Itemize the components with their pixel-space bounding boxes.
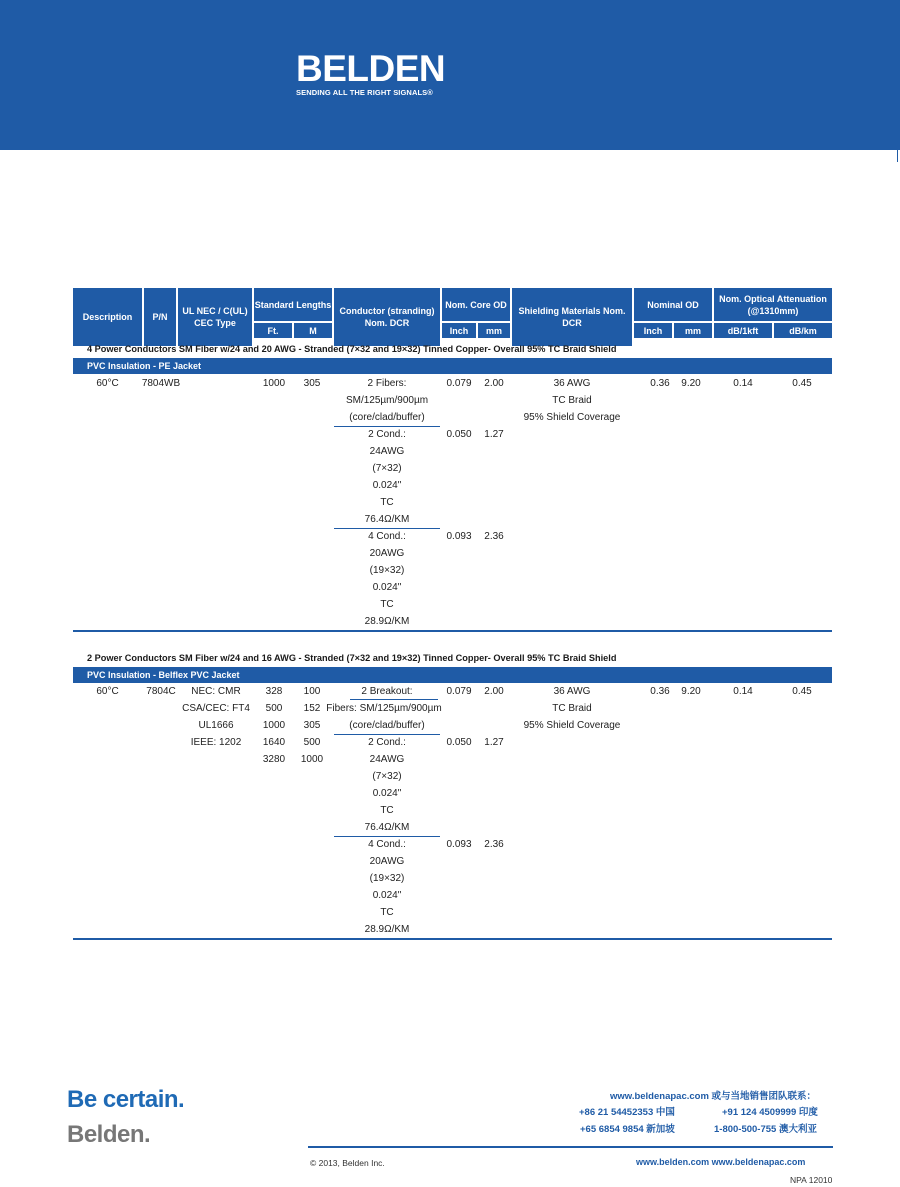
s2-cond2-inch: 0.050 — [446, 737, 472, 748]
col-db-km: dB/km — [774, 323, 832, 338]
s2-ft-4: 3280 — [262, 754, 286, 765]
col-ft: Ft. — [254, 323, 292, 338]
s1-shield-0: 36 AWG — [553, 378, 591, 389]
s1-att-km: 0.45 — [792, 378, 812, 389]
s1-shield-1: TC Braid — [552, 395, 592, 406]
s2-cond2-5: 76.4Ω/KM — [364, 822, 410, 833]
phone-india: +91 124 4509999 印度 — [722, 1107, 818, 1118]
npa-code: NPA 12010 — [790, 1175, 833, 1185]
s2-ft-0: 328 — [265, 686, 283, 697]
s1-cond4-1: 20AWG — [369, 548, 405, 559]
s1-shield-2: 95% Shield Coverage — [523, 412, 621, 423]
s1-m: 305 — [303, 378, 321, 389]
be-certain-slogan: Be certain. — [67, 1086, 185, 1113]
s1-cond2-5: 76.4Ω/KM — [364, 514, 410, 525]
s1-cond2-mm: 1.27 — [484, 429, 504, 440]
s2-shield-2: 95% Shield Coverage — [523, 720, 621, 731]
section2-bottom-rule — [73, 938, 832, 940]
s1-cond4-5: 28.9Ω/KM — [364, 616, 410, 627]
section1-bottom-rule — [73, 630, 832, 632]
s1-cond4-inch: 0.093 — [446, 531, 472, 542]
s2-fiber-2: (core/clad/buffer) — [349, 720, 425, 731]
phone-australia: 1-800-500-755 澳大利亚 — [714, 1124, 817, 1135]
section1-title: 4 Power Conductors SM Fiber w/24 and 20 AWG - Stranded (7×32 and 19×32) Tinned Copper- Overall 95% TC Braid Shield — [87, 344, 617, 354]
s2-cond4-3: 0.024" — [372, 890, 402, 901]
s1-cond2-inch: 0.050 — [446, 429, 472, 440]
corner-mark — [897, 150, 898, 162]
col-od-mm: mm — [674, 323, 712, 338]
s1-cond2-0: 2 Cond.: — [368, 429, 406, 440]
s2-shield-1: TC Braid — [552, 703, 592, 714]
col-conductor: Conductor (stranding) Nom. DCR — [334, 288, 440, 346]
s2-m-1: 152 — [303, 703, 321, 714]
s1-ft: 1000 — [262, 378, 286, 389]
s2-od-mm: 9.20 — [681, 686, 701, 697]
s1-fiber-2: (core/clad/buffer) — [349, 412, 425, 423]
s2-cond2-4: TC — [380, 805, 394, 816]
footer-rule — [308, 1146, 833, 1148]
footer-web-contact[interactable]: www.beldenapac.com 或与当地销售团队联系： — [610, 1091, 817, 1102]
s2-cond2-0: 2 Cond.: — [368, 737, 406, 748]
s2-fiber-inch: 0.079 — [446, 686, 472, 697]
s2-shield-0: 36 AWG — [553, 686, 591, 697]
s2-ft-3: 1640 — [262, 737, 286, 748]
belden-slogan: Belden. — [67, 1121, 151, 1148]
s1-cond2-2: (7×32) — [372, 463, 402, 474]
section1-subbar-label: PVC Insulation - PE Jacket — [87, 361, 202, 371]
section1-subbar — [73, 358, 832, 374]
col-od-inch: Inch — [634, 323, 672, 338]
s2-cond4-0: 4 Cond.: — [368, 839, 406, 850]
s1-cond4-0: 4 Cond.: — [368, 531, 406, 542]
section2-subbar — [73, 667, 832, 683]
s2-ul-0: NEC: CMR — [191, 686, 241, 697]
col-shielding: Shielding Materials Nom. DCR — [512, 288, 632, 346]
s2-cond2-mm: 1.27 — [484, 737, 504, 748]
section2-subbar-label: PVC Insulation - Belflex PVC Jacket — [87, 670, 240, 680]
s1-cond4-mm: 2.36 — [484, 531, 504, 542]
logo-word: BELDEN — [296, 48, 446, 89]
s1-cond4-3: 0.024" — [372, 582, 402, 593]
s1-fiber-mm: 2.00 — [484, 378, 504, 389]
s2-ft-2: 1000 — [262, 720, 286, 731]
copyright: © 2013, Belden Inc. — [310, 1158, 385, 1168]
s2-fiber-mm: 2.00 — [484, 686, 504, 697]
s2-cond4-5: 28.9Ω/KM — [364, 924, 410, 935]
s2-fiber-1: Fibers: SM/125µm/900µm — [326, 703, 442, 714]
s1-fiber-1: SM/125µm/900µm — [345, 395, 429, 406]
s1-cond4-2: (19×32) — [369, 565, 405, 576]
col-m: M — [294, 323, 332, 338]
section2-title: 2 Power Conductors SM Fiber w/24 and 16 AWG - Stranded (7×32 and 19×32) Tinned Copper- Overall 95% TC Braid Shield — [87, 653, 617, 663]
s1-fiber-inch: 0.079 — [446, 378, 472, 389]
s1-pn: 7804WB — [141, 378, 181, 389]
phone-singapore: +65 6854 9854 新加坡 — [580, 1124, 675, 1135]
s2-ft-1: 500 — [265, 703, 283, 714]
s2-m-3: 500 — [303, 737, 321, 748]
s2-cond2-1: 24AWG — [369, 754, 405, 765]
s1-od-inch: 0.36 — [650, 378, 670, 389]
col-core-od: Nom. Core OD — [442, 288, 510, 321]
phone-china: +86 21 54452353 中国 — [579, 1107, 675, 1118]
s2-pn: 7804C — [146, 686, 176, 697]
col-standard-lengths: Standard Lengths — [254, 288, 332, 321]
s1-fiber-0: 2 Fibers: — [367, 378, 407, 389]
col-core-mm: mm — [478, 323, 510, 338]
s2-cond4-4: TC — [380, 907, 394, 918]
s2-od-inch: 0.36 — [650, 686, 670, 697]
col-pn: P/N — [144, 288, 176, 346]
s1-cond2-1: 24AWG — [369, 446, 405, 457]
s2-cond4-1: 20AWG — [369, 856, 405, 867]
s2-ul-1: CSA/CEC: FT4 — [182, 703, 250, 714]
col-attenuation: Nom. Optical Attenuation (@1310mm) — [714, 288, 832, 321]
s1-description: 60°C — [96, 378, 119, 389]
col-ul-nec: UL NEC / C(UL) CEC Type — [178, 288, 252, 346]
s2-fiber-0: 2 Breakout: — [361, 686, 413, 697]
s2-cond4-2: (19×32) — [369, 873, 405, 884]
s2-m-4: 1000 — [300, 754, 324, 765]
s1-cond2-3: 0.024" — [372, 480, 402, 491]
s2-ul-2: UL1666 — [198, 720, 234, 731]
col-nominal-od: Nominal OD — [634, 288, 712, 321]
col-core-inch: Inch — [442, 323, 476, 338]
s2-att-kft: 0.14 — [733, 686, 753, 697]
s2-cond4-mm: 2.36 — [484, 839, 504, 850]
header-banner — [0, 0, 900, 150]
s2-cond2-3: 0.024" — [372, 788, 402, 799]
s2-description: 60°C — [96, 686, 119, 697]
belden-logo — [296, 50, 445, 97]
s2-m-2: 305 — [303, 720, 321, 731]
s2-ul-3: IEEE: 1202 — [190, 737, 242, 748]
logo-tagline: SENDING ALL THE RIGHT SIGNALS® — [296, 88, 433, 97]
s1-cond4-4: TC — [380, 599, 394, 610]
s1-od-mm: 9.20 — [681, 378, 701, 389]
s2-att-km: 0.45 — [792, 686, 812, 697]
col-description: Description — [73, 288, 142, 346]
s2-cond2-2: (7×32) — [372, 771, 402, 782]
s2-m-0: 100 — [303, 686, 321, 697]
s2-cond4-inch: 0.093 — [446, 839, 472, 850]
s1-cond2-4: TC — [380, 497, 394, 508]
col-db-kft: dB/1kft — [714, 323, 772, 338]
s1-att-kft: 0.14 — [733, 378, 753, 389]
footer-urls[interactable]: www.belden.com www.beldenapac.com — [636, 1157, 806, 1167]
